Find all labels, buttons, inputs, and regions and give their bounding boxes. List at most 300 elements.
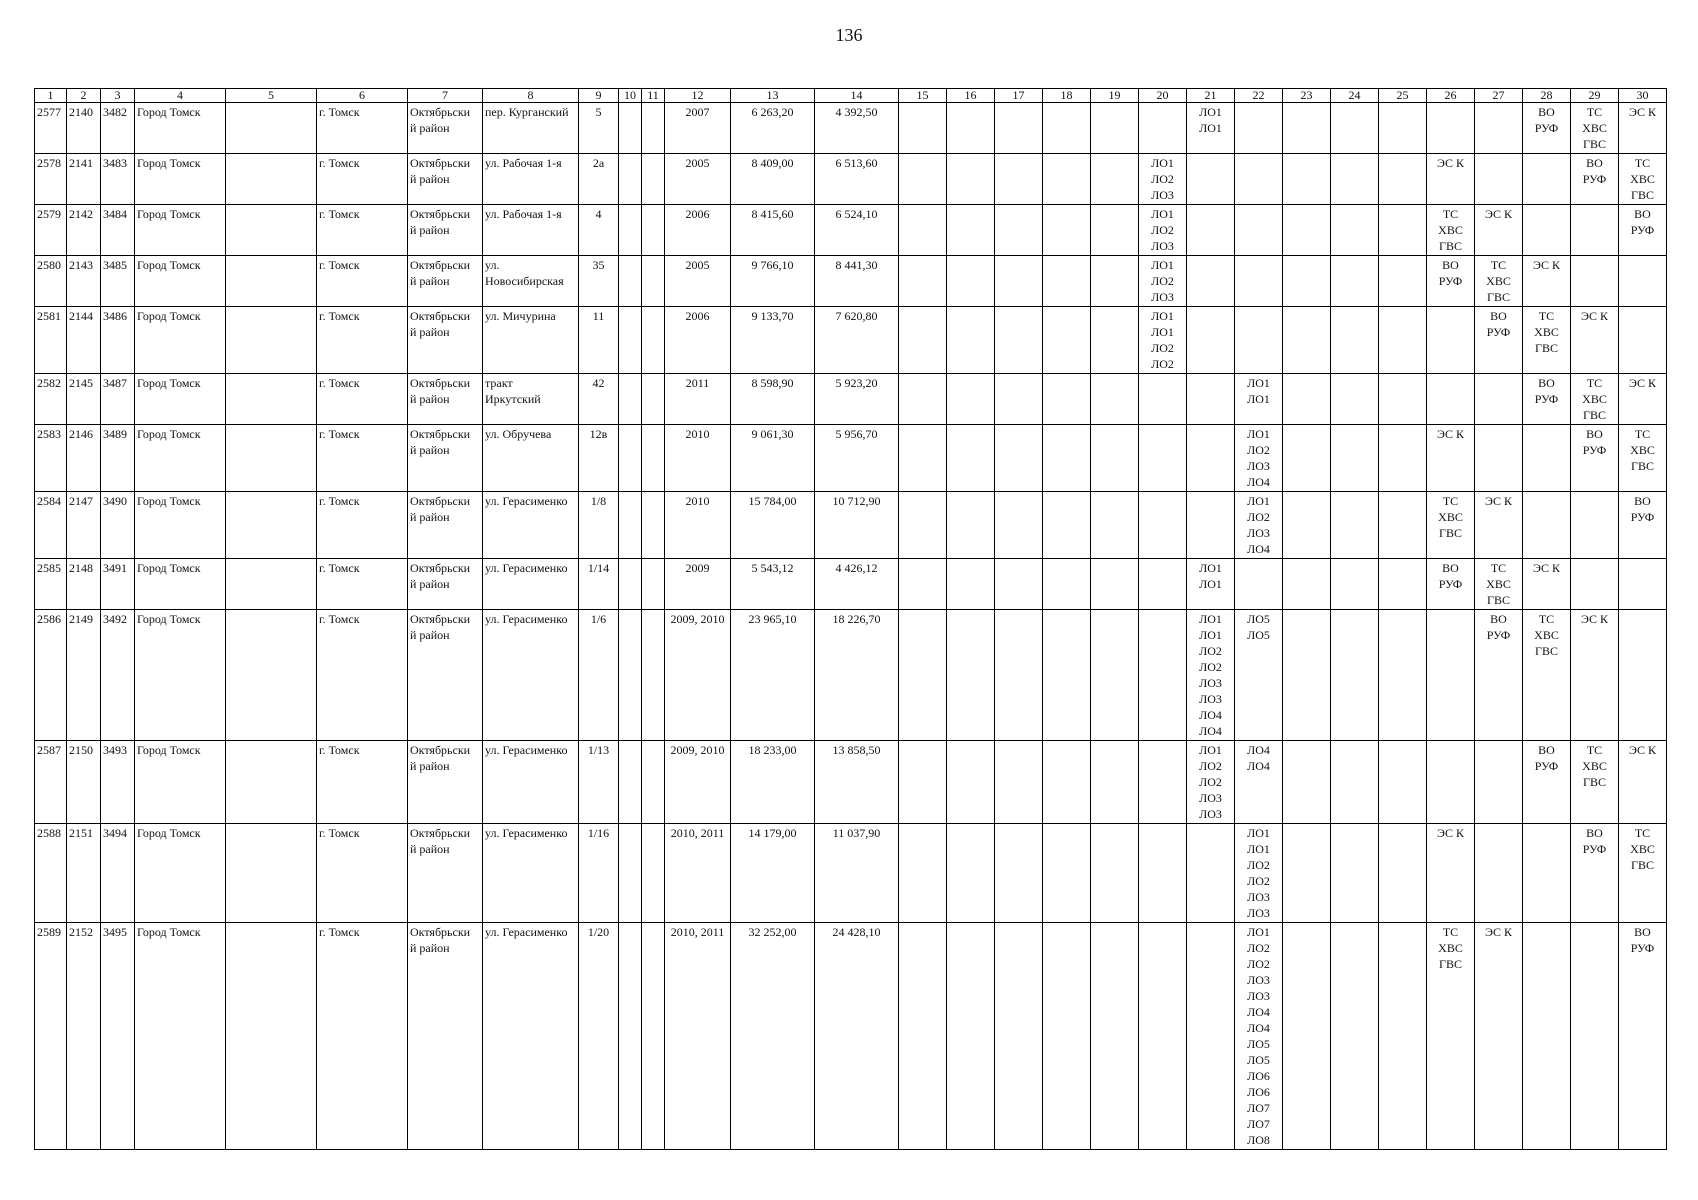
column-header-24: 24 xyxy=(1331,89,1379,103)
table-cell-col-18 xyxy=(1043,205,1091,256)
table-cell-col-1: 2583 xyxy=(35,425,67,492)
table-cell-col-22 xyxy=(1235,205,1283,256)
table-cell-col-30: ЭС К xyxy=(1619,374,1667,425)
table-cell-col-8: ул. Обручева xyxy=(483,425,579,492)
table-cell-col-2: 2150 xyxy=(67,741,101,824)
table-cell-col-27 xyxy=(1475,824,1523,923)
table-cell-col-30: ЭС К xyxy=(1619,103,1667,154)
table-cell-col-1: 2587 xyxy=(35,741,67,824)
table-cell-col-26: ЭС К xyxy=(1427,425,1475,492)
table-cell-col-13: 5 543,12 xyxy=(731,559,815,610)
table-cell-col-5 xyxy=(226,154,317,205)
table-cell-col-12: 2009 xyxy=(665,559,731,610)
table-cell-col-2: 2143 xyxy=(67,256,101,307)
table-cell-col-15 xyxy=(899,307,947,374)
table-cell-col-16 xyxy=(947,205,995,256)
table-cell-col-17 xyxy=(995,559,1043,610)
table-cell-col-19 xyxy=(1091,610,1139,741)
table-row xyxy=(35,492,1667,559)
table-cell-col-23 xyxy=(1283,610,1331,741)
table-cell-col-16 xyxy=(947,741,995,824)
table-cell-col-6: г. Томск xyxy=(317,559,408,610)
table-cell-col-19 xyxy=(1091,103,1139,154)
table-cell-col-14: 5 956,70 xyxy=(815,425,899,492)
table-cell-col-11 xyxy=(642,492,665,559)
table-cell-col-13: 14 179,00 xyxy=(731,824,815,923)
table-cell-col-19 xyxy=(1091,205,1139,256)
table-cell-col-11 xyxy=(642,824,665,923)
table-cell-col-19 xyxy=(1091,154,1139,205)
table-cell-col-30 xyxy=(1619,610,1667,741)
table-cell-col-10 xyxy=(619,824,642,923)
table-cell-col-30: ТС ХВС ГВС xyxy=(1619,425,1667,492)
table-cell-col-26: ТС ХВС ГВС xyxy=(1427,492,1475,559)
table-cell-col-21 xyxy=(1187,256,1235,307)
table-cell-col-20 xyxy=(1139,559,1187,610)
table-cell-col-22: ЛО4 ЛО4 xyxy=(1235,741,1283,824)
table-cell-col-24 xyxy=(1331,307,1379,374)
column-header-12: 12 xyxy=(665,89,731,103)
table-cell-col-3: 3490 xyxy=(101,492,135,559)
column-header-2: 2 xyxy=(67,89,101,103)
table-cell-col-12: 2010 xyxy=(665,425,731,492)
table-cell-col-12: 2006 xyxy=(665,307,731,374)
table-cell-col-23 xyxy=(1283,425,1331,492)
table-cell-col-11 xyxy=(642,425,665,492)
table-cell-col-25 xyxy=(1379,824,1427,923)
table-cell-col-20 xyxy=(1139,824,1187,923)
table-cell-col-2: 2151 xyxy=(67,824,101,923)
table-cell-col-14: 4 426,12 xyxy=(815,559,899,610)
table-cell-col-23 xyxy=(1283,154,1331,205)
table-cell-col-11 xyxy=(642,154,665,205)
table-cell-col-12: 2007 xyxy=(665,103,731,154)
table-cell-col-24 xyxy=(1331,492,1379,559)
table-cell-col-23 xyxy=(1283,307,1331,374)
table-cell-col-14: 6 513,60 xyxy=(815,154,899,205)
column-header-30: 30 xyxy=(1619,89,1667,103)
table-row xyxy=(35,103,1667,154)
table-cell-col-9: 1/6 xyxy=(579,610,619,741)
table-cell-col-7: Октябрьски й район xyxy=(408,374,483,425)
table-cell-col-20 xyxy=(1139,425,1187,492)
table-cell-col-18 xyxy=(1043,256,1091,307)
table-cell-col-21: ЛО1 ЛО1 xyxy=(1187,559,1235,610)
page-number: 136 xyxy=(835,25,863,45)
table-cell-col-13: 8 415,60 xyxy=(731,205,815,256)
table-row xyxy=(35,559,1667,610)
table-cell-col-20: ЛО1 ЛО2 ЛО3 xyxy=(1139,256,1187,307)
table-cell-col-26 xyxy=(1427,741,1475,824)
table-cell-col-6: г. Томск xyxy=(317,374,408,425)
table-cell-col-19 xyxy=(1091,492,1139,559)
table-cell-col-23 xyxy=(1283,256,1331,307)
table-cell-col-3: 3487 xyxy=(101,374,135,425)
table-cell-col-15 xyxy=(899,205,947,256)
column-header-10: 10 xyxy=(619,89,642,103)
table-cell-col-9: 1/13 xyxy=(579,741,619,824)
table-cell-col-21 xyxy=(1187,374,1235,425)
table-cell-col-9: 42 xyxy=(579,374,619,425)
table-cell-col-13: 8 598,90 xyxy=(731,374,815,425)
table-row xyxy=(35,923,1667,1150)
table-cell-col-6: г. Томск xyxy=(317,205,408,256)
table-cell-col-3: 3494 xyxy=(101,824,135,923)
table-cell-col-7: Октябрьски й район xyxy=(408,824,483,923)
table-cell-col-28: ВО РУФ xyxy=(1523,741,1571,824)
column-header-7: 7 xyxy=(408,89,483,103)
table-cell-col-20 xyxy=(1139,741,1187,824)
table-cell-col-24 xyxy=(1331,256,1379,307)
table-cell-col-19 xyxy=(1091,256,1139,307)
table-cell-col-16 xyxy=(947,492,995,559)
column-header-29: 29 xyxy=(1571,89,1619,103)
table-cell-col-27: ТС ХВС ГВС xyxy=(1475,256,1523,307)
table-cell-col-30 xyxy=(1619,307,1667,374)
register-table xyxy=(34,88,1667,1150)
column-header-28: 28 xyxy=(1523,89,1571,103)
table-cell-col-6: г. Томск xyxy=(317,154,408,205)
table-cell-col-4: Город Томск xyxy=(135,205,226,256)
table-cell-col-22 xyxy=(1235,307,1283,374)
table-cell-col-2: 2142 xyxy=(67,205,101,256)
table-cell-col-13: 15 784,00 xyxy=(731,492,815,559)
table-cell-col-29: ЭС К xyxy=(1571,610,1619,741)
table-cell-col-9: 1/16 xyxy=(579,824,619,923)
table-cell-col-26 xyxy=(1427,610,1475,741)
table-cell-col-14: 10 712,90 xyxy=(815,492,899,559)
table-cell-col-16 xyxy=(947,307,995,374)
table-cell-col-29 xyxy=(1571,559,1619,610)
table-cell-col-12: 2009, 2010 xyxy=(665,610,731,741)
table-cell-col-11 xyxy=(642,256,665,307)
table-cell-col-8: ул. Мичурина xyxy=(483,307,579,374)
table-cell-col-9: 5 xyxy=(579,103,619,154)
table-cell-col-26: ЭС К xyxy=(1427,154,1475,205)
table-cell-col-27: ВО РУФ xyxy=(1475,610,1523,741)
table-cell-col-24 xyxy=(1331,154,1379,205)
table-cell-col-28: ЭС К xyxy=(1523,256,1571,307)
table-cell-col-21: ЛО1 ЛО1 xyxy=(1187,103,1235,154)
table-cell-col-18 xyxy=(1043,425,1091,492)
table-row xyxy=(35,824,1667,923)
table-cell-col-16 xyxy=(947,374,995,425)
table-cell-col-26 xyxy=(1427,103,1475,154)
table-cell-col-29: ВО РУФ xyxy=(1571,425,1619,492)
table-cell-col-28 xyxy=(1523,824,1571,923)
table-cell-col-3: 3493 xyxy=(101,741,135,824)
table-cell-col-8: ул. Герасименко xyxy=(483,741,579,824)
table-cell-col-29: ВО РУФ xyxy=(1571,154,1619,205)
table-cell-col-6: г. Томск xyxy=(317,307,408,374)
table-cell-col-10 xyxy=(619,559,642,610)
column-header-9: 9 xyxy=(579,89,619,103)
table-cell-col-15 xyxy=(899,256,947,307)
table-cell-col-6: г. Томск xyxy=(317,824,408,923)
table-cell-col-4: Город Томск xyxy=(135,374,226,425)
table-cell-col-17 xyxy=(995,741,1043,824)
table-cell-col-7: Октябрьски й район xyxy=(408,205,483,256)
table-cell-col-13: 6 263,20 xyxy=(731,103,815,154)
table-cell-col-22 xyxy=(1235,154,1283,205)
table-cell-col-11 xyxy=(642,610,665,741)
table-cell-col-5 xyxy=(226,610,317,741)
table-cell-col-19 xyxy=(1091,824,1139,923)
column-header-13: 13 xyxy=(731,89,815,103)
table-cell-col-17 xyxy=(995,256,1043,307)
table-cell-col-13: 9 133,70 xyxy=(731,307,815,374)
table-cell-col-11 xyxy=(642,923,665,1150)
table-cell-col-3: 3491 xyxy=(101,559,135,610)
table-cell-col-29: ЭС К xyxy=(1571,307,1619,374)
table-cell-col-7: Октябрьски й район xyxy=(408,559,483,610)
table-cell-col-15 xyxy=(899,103,947,154)
table-cell-col-30: ВО РУФ xyxy=(1619,923,1667,1150)
header-row xyxy=(35,89,1667,103)
table-cell-col-10 xyxy=(619,256,642,307)
table-cell-col-17 xyxy=(995,492,1043,559)
table-cell-col-12: 2006 xyxy=(665,205,731,256)
table-cell-col-24 xyxy=(1331,103,1379,154)
table-cell-col-5 xyxy=(226,256,317,307)
table-row xyxy=(35,205,1667,256)
table-cell-col-9: 12в xyxy=(579,425,619,492)
table-cell-col-1: 2585 xyxy=(35,559,67,610)
table-cell-col-29: ТС ХВС ГВС xyxy=(1571,741,1619,824)
column-header-1: 1 xyxy=(35,89,67,103)
table-cell-col-8: ул. Герасименко xyxy=(483,923,579,1150)
table-cell-col-10 xyxy=(619,425,642,492)
table-cell-col-5 xyxy=(226,824,317,923)
table-cell-col-20 xyxy=(1139,374,1187,425)
table-cell-col-29: ВО РУФ xyxy=(1571,824,1619,923)
table-cell-col-19 xyxy=(1091,425,1139,492)
table-cell-col-4: Город Томск xyxy=(135,610,226,741)
table-cell-col-15 xyxy=(899,923,947,1150)
table-cell-col-9: 1/8 xyxy=(579,492,619,559)
table-cell-col-4: Город Томск xyxy=(135,741,226,824)
table-cell-col-21 xyxy=(1187,154,1235,205)
table-cell-col-23 xyxy=(1283,374,1331,425)
table-cell-col-14: 4 392,50 xyxy=(815,103,899,154)
table-cell-col-17 xyxy=(995,154,1043,205)
table-cell-col-7: Октябрьски й район xyxy=(408,256,483,307)
table-cell-col-25 xyxy=(1379,559,1427,610)
table-row xyxy=(35,256,1667,307)
table-cell-col-21 xyxy=(1187,923,1235,1150)
table-cell-col-23 xyxy=(1283,559,1331,610)
table-cell-col-7: Октябрьски й район xyxy=(408,154,483,205)
table-cell-col-17 xyxy=(995,307,1043,374)
table-cell-col-13: 32 252,00 xyxy=(731,923,815,1150)
column-header-4: 4 xyxy=(135,89,226,103)
table-cell-col-21 xyxy=(1187,205,1235,256)
column-header-21: 21 xyxy=(1187,89,1235,103)
table-cell-col-4: Город Томск xyxy=(135,103,226,154)
table-cell-col-6: г. Томск xyxy=(317,610,408,741)
table-cell-col-3: 3485 xyxy=(101,256,135,307)
table-cell-col-28 xyxy=(1523,425,1571,492)
table-cell-col-25 xyxy=(1379,154,1427,205)
column-header-26: 26 xyxy=(1427,89,1475,103)
table-cell-col-25 xyxy=(1379,610,1427,741)
table-cell-col-23 xyxy=(1283,741,1331,824)
table-cell-col-25 xyxy=(1379,103,1427,154)
table-cell-col-5 xyxy=(226,374,317,425)
table-cell-col-25 xyxy=(1379,425,1427,492)
table-cell-col-1: 2582 xyxy=(35,374,67,425)
table-cell-col-24 xyxy=(1331,923,1379,1150)
table-cell-col-29: ТС ХВС ГВС xyxy=(1571,103,1619,154)
table-cell-col-10 xyxy=(619,610,642,741)
table-cell-col-27 xyxy=(1475,741,1523,824)
table-cell-col-18 xyxy=(1043,492,1091,559)
table-cell-col-14: 18 226,70 xyxy=(815,610,899,741)
table-cell-col-28 xyxy=(1523,205,1571,256)
table-cell-col-11 xyxy=(642,103,665,154)
table-cell-col-6: г. Томск xyxy=(317,103,408,154)
table-cell-col-23 xyxy=(1283,824,1331,923)
table-cell-col-27 xyxy=(1475,374,1523,425)
table-cell-col-23 xyxy=(1283,103,1331,154)
table-cell-col-15 xyxy=(899,610,947,741)
table-cell-col-16 xyxy=(947,923,995,1150)
table-cell-col-30: ВО РУФ xyxy=(1619,492,1667,559)
table-cell-col-7: Октябрьски й район xyxy=(408,492,483,559)
table-cell-col-22: ЛО1 ЛО2 ЛО2 ЛО3 ЛО3 ЛО4 ЛО4 ЛО5 ЛО5 ЛО6 ЛО6 ЛО7 ЛО7 ЛО8 xyxy=(1235,923,1283,1150)
table-cell-col-14: 24 428,10 xyxy=(815,923,899,1150)
table-cell-col-10 xyxy=(619,741,642,824)
table-cell-col-21: ЛО1 ЛО1 ЛО2 ЛО2 ЛО3 ЛО3 ЛО4 ЛО4 xyxy=(1187,610,1235,741)
table-cell-col-7: Октябрьски й район xyxy=(408,307,483,374)
table-cell-col-18 xyxy=(1043,824,1091,923)
column-header-23: 23 xyxy=(1283,89,1331,103)
table-cell-col-16 xyxy=(947,154,995,205)
column-header-19: 19 xyxy=(1091,89,1139,103)
table-cell-col-1: 2589 xyxy=(35,923,67,1150)
table-cell-col-11 xyxy=(642,374,665,425)
table-cell-col-8: ул. Рабочая 1-я xyxy=(483,205,579,256)
table-cell-col-15 xyxy=(899,824,947,923)
table-cell-col-10 xyxy=(619,205,642,256)
table-cell-col-10 xyxy=(619,492,642,559)
table-cell-col-7: Октябрьски й район xyxy=(408,103,483,154)
column-header-14: 14 xyxy=(815,89,899,103)
table-row xyxy=(35,425,1667,492)
table-cell-col-30 xyxy=(1619,559,1667,610)
table-cell-col-3: 3486 xyxy=(101,307,135,374)
table-cell-col-12: 2011 xyxy=(665,374,731,425)
table-cell-col-24 xyxy=(1331,824,1379,923)
table-cell-col-4: Город Томск xyxy=(135,824,226,923)
table-cell-col-7: Октябрьски й район xyxy=(408,425,483,492)
table-row xyxy=(35,610,1667,741)
table-cell-col-5 xyxy=(226,559,317,610)
table-cell-col-18 xyxy=(1043,307,1091,374)
table-cell-col-15 xyxy=(899,154,947,205)
table-body xyxy=(35,103,1667,1150)
table-cell-col-17 xyxy=(995,923,1043,1150)
table-cell-col-12: 2005 xyxy=(665,154,731,205)
table-cell-col-14: 5 923,20 xyxy=(815,374,899,425)
table-cell-col-5 xyxy=(226,741,317,824)
table-cell-col-9: 1/14 xyxy=(579,559,619,610)
table-cell-col-25 xyxy=(1379,307,1427,374)
column-header-22: 22 xyxy=(1235,89,1283,103)
table-cell-col-9: 35 xyxy=(579,256,619,307)
table-cell-col-5 xyxy=(226,923,317,1150)
table-cell-col-26 xyxy=(1427,374,1475,425)
table-cell-col-3: 3483 xyxy=(101,154,135,205)
table-cell-col-14: 11 037,90 xyxy=(815,824,899,923)
table-cell-col-18 xyxy=(1043,103,1091,154)
table-cell-col-8: тракт Иркутский xyxy=(483,374,579,425)
column-header-11: 11 xyxy=(642,89,665,103)
table-cell-col-5 xyxy=(226,425,317,492)
table-cell-col-15 xyxy=(899,559,947,610)
table-cell-col-6: г. Томск xyxy=(317,425,408,492)
column-header-25: 25 xyxy=(1379,89,1427,103)
table-cell-col-4: Город Томск xyxy=(135,492,226,559)
table-cell-col-1: 2578 xyxy=(35,154,67,205)
table-row xyxy=(35,374,1667,425)
table-cell-col-4: Город Томск xyxy=(135,923,226,1150)
table-cell-col-10 xyxy=(619,923,642,1150)
table-cell-col-20 xyxy=(1139,103,1187,154)
table-cell-col-14: 6 524,10 xyxy=(815,205,899,256)
table-cell-col-23 xyxy=(1283,492,1331,559)
table-cell-col-18 xyxy=(1043,154,1091,205)
table-cell-col-4: Город Томск xyxy=(135,154,226,205)
table-cell-col-5 xyxy=(226,103,317,154)
table-cell-col-26: ВО РУФ xyxy=(1427,256,1475,307)
table-cell-col-4: Город Томск xyxy=(135,425,226,492)
table-cell-col-30: ТС ХВС ГВС xyxy=(1619,824,1667,923)
table-cell-col-5 xyxy=(226,307,317,374)
table-cell-col-1: 2579 xyxy=(35,205,67,256)
table-cell-col-27: ЭС К xyxy=(1475,492,1523,559)
table-cell-col-3: 3482 xyxy=(101,103,135,154)
table-cell-col-22: ЛО1 ЛО1 ЛО2 ЛО2 ЛО3 ЛО3 xyxy=(1235,824,1283,923)
table-cell-col-4: Город Томск xyxy=(135,307,226,374)
table-cell-col-2: 2144 xyxy=(67,307,101,374)
table-cell-col-2: 2146 xyxy=(67,425,101,492)
table-cell-col-29 xyxy=(1571,205,1619,256)
table-cell-col-27: ТС ХВС ГВС xyxy=(1475,559,1523,610)
table-cell-col-21 xyxy=(1187,307,1235,374)
table-cell-col-15 xyxy=(899,492,947,559)
table-cell-col-22: ЛО1 ЛО1 xyxy=(1235,374,1283,425)
table-cell-col-12: 2005 xyxy=(665,256,731,307)
table-cell-col-20 xyxy=(1139,492,1187,559)
table-cell-col-3: 3484 xyxy=(101,205,135,256)
table-row xyxy=(35,741,1667,824)
table-cell-col-28: ТС ХВС ГВС xyxy=(1523,307,1571,374)
table-cell-col-2: 2152 xyxy=(67,923,101,1150)
table-cell-col-22: ЛО1 ЛО2 ЛО3 ЛО4 xyxy=(1235,425,1283,492)
table-cell-col-16 xyxy=(947,103,995,154)
table-cell-col-30 xyxy=(1619,256,1667,307)
column-header-17: 17 xyxy=(995,89,1043,103)
table-cell-col-6: г. Томск xyxy=(317,492,408,559)
table-cell-col-17 xyxy=(995,610,1043,741)
table-cell-col-9: 1/20 xyxy=(579,923,619,1150)
table-cell-col-23 xyxy=(1283,923,1331,1150)
table-cell-col-13: 8 409,00 xyxy=(731,154,815,205)
column-header-5: 5 xyxy=(226,89,317,103)
table-cell-col-1: 2584 xyxy=(35,492,67,559)
table-cell-col-20 xyxy=(1139,610,1187,741)
